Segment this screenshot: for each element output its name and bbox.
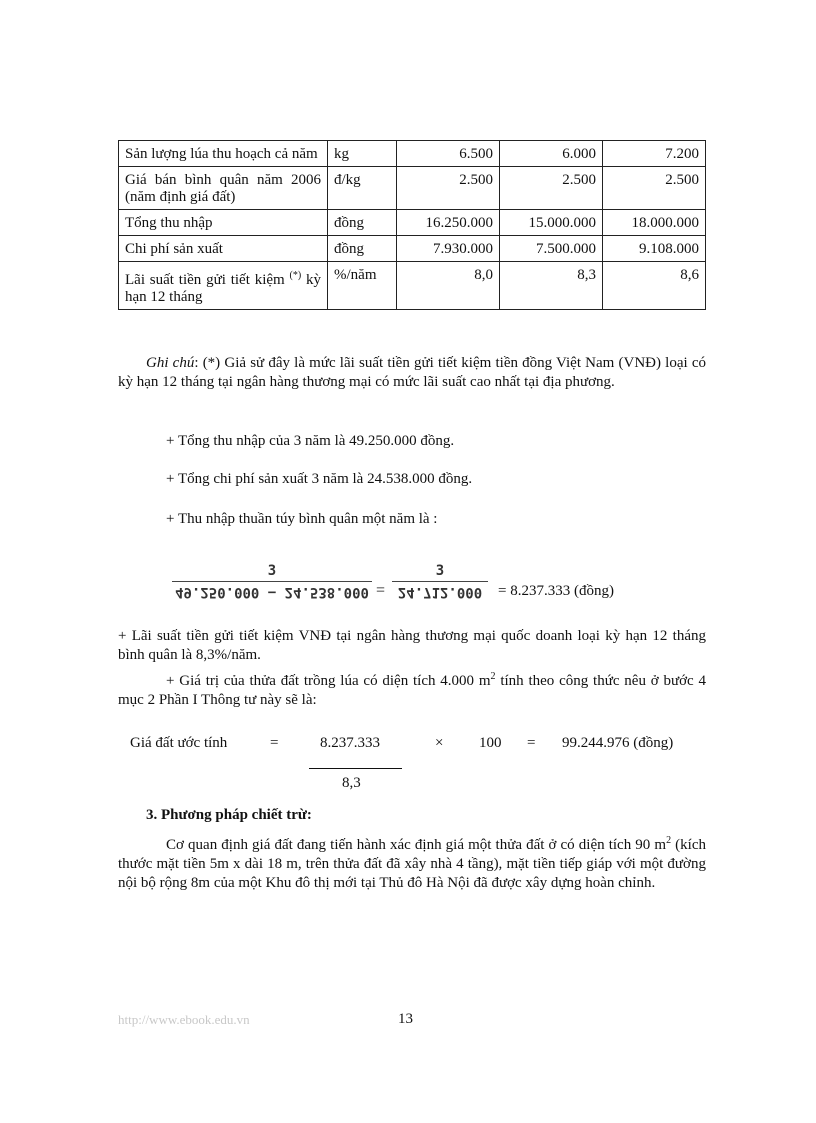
row-value-year1: 16.250.000	[397, 210, 500, 236]
row-unit: đồng	[328, 210, 397, 236]
net-income-line: + Thu nhập thuần túy bình quân một năm là :	[166, 511, 438, 527]
note-text: : (*) Giả sử đây là mức lãi suất tiền gửi tiết kiệm tiền đồng Việt Nam (VNĐ) loại có kỳ hạn 12 tháng tại ngân hàng thương mại có mức lãi suất cao nhất tại địa phương.	[118, 355, 706, 390]
row-value-year2: 8,3	[500, 262, 603, 310]
row-value-year2: 2.500	[500, 167, 603, 210]
row-value-year1: 6.500	[397, 141, 500, 167]
row-unit: đồng	[328, 236, 397, 262]
estimate-numerator: 8.237.333	[320, 735, 380, 751]
row-unit: kg	[328, 141, 397, 167]
row-value-year1: 8,0	[397, 262, 500, 310]
row-label: Giá bán bình quân năm 2006 (năm định giá đất)	[119, 167, 328, 210]
footer-watermark-url: http://www.ebook.edu.vn	[118, 1012, 250, 1027]
row-unit: %/năm	[328, 262, 397, 310]
row-label: Sản lượng lúa thu hoạch cả năm	[119, 141, 328, 167]
fraction-right	[392, 563, 488, 600]
row-value-year1: 7.930.000	[397, 236, 500, 262]
estimate-equals: =	[270, 735, 279, 751]
row-value-year2: 6.000	[500, 141, 603, 167]
fraction-bar	[172, 581, 372, 582]
land-value-text: + Giá trị của thửa đất trồng lúa có diện tích 4.000 m	[166, 673, 491, 689]
row-value-year1: 2.500	[397, 167, 500, 210]
estimate-result: 99.244.976 (đồng)	[562, 735, 674, 751]
section-text-suffix: (kích thước mặt tiền 5m x dài 18 m, trên thửa đất đã xây nhà 4 tầng), mặt tiền tiếp giáp với một đường nội bộ rộng 8m của một Khu đô thị mới tại Thủ đô Hà Nội đã được xây dựng hoàn chỉnh.	[118, 837, 706, 891]
estimate-denominator: 8,3	[342, 775, 361, 791]
land-value-suffix: tính theo công thức nêu ở bước 4 mục 2 Phần I Thông tư này sẽ là:	[118, 673, 706, 708]
row-value-year3: 9.108.000	[603, 236, 706, 262]
row-value-year3: 8,6	[603, 262, 706, 310]
estimate-times: ×	[435, 735, 444, 751]
table-row	[119, 141, 706, 167]
footnote-marker: (*)	[289, 270, 302, 281]
total-cost-line: + Tổng chi phí sản xuất 3 năm là 24.538.000 đồng.	[166, 471, 473, 487]
table-row	[119, 262, 706, 310]
table-row	[119, 210, 706, 236]
section-heading: 3. Phương pháp chiết trừ:	[146, 807, 312, 823]
table-row	[119, 167, 706, 210]
row-label-text: Lãi suất tiền gửi tiết kiệm	[125, 272, 285, 288]
fraction-denominator: 49.250.000 − 24.538.000	[175, 584, 369, 600]
estimate-hundred: 100	[479, 735, 502, 751]
total-income-line: + Tổng thu nhập của 3 năm là 49.250.000 đồng.	[166, 433, 455, 449]
fraction-denominator: 24.712.000	[397, 584, 483, 600]
formula-equals: =	[376, 582, 386, 599]
section-paragraph	[118, 831, 706, 893]
estimate-equals-2: =	[527, 735, 536, 751]
row-value-year3: 18.000.000	[603, 210, 706, 236]
estimate-label: Giá đất ước tính	[130, 735, 228, 751]
interest-rate-paragraph: + Lãi suất tiền gửi tiết kiệm VNĐ tại ngân hàng thương mại quốc doanh loại kỳ hạn 12 tháng bình quân là 8,3%/năm.	[118, 628, 706, 663]
note-title: Ghi chú	[146, 355, 195, 371]
note-paragraph	[118, 354, 706, 392]
estimate-fraction-bar	[309, 768, 402, 769]
fraction-bar	[392, 581, 488, 582]
row-label: Chi phí sản xuất	[119, 236, 328, 262]
page-number: 13	[398, 1011, 413, 1027]
fraction-numerator: 3	[267, 563, 277, 579]
land-income-table	[118, 140, 706, 310]
row-value-year2: 15.000.000	[500, 210, 603, 236]
fraction-numerator: 3	[435, 563, 445, 579]
row-unit: đ/kg	[328, 167, 397, 210]
superscript: 2	[666, 835, 672, 846]
row-label	[119, 262, 328, 310]
superscript: 2	[490, 671, 496, 682]
row-label-suffix: kỳ hạn 12 tháng	[125, 272, 322, 305]
land-value-paragraph	[118, 667, 706, 710]
table-row	[119, 236, 706, 262]
formula-result: = 8.237.333 (đồng)	[498, 583, 614, 599]
fraction-left	[172, 563, 372, 600]
row-label: Tổng thu nhập	[119, 210, 328, 236]
row-value-year3: 7.200	[603, 141, 706, 167]
section-text: Cơ quan định giá đất đang tiến hành xác định giá một thửa đất ở có diện tích 90 m	[166, 837, 667, 853]
row-value-year2: 7.500.000	[500, 236, 603, 262]
row-value-year3: 2.500	[603, 167, 706, 210]
